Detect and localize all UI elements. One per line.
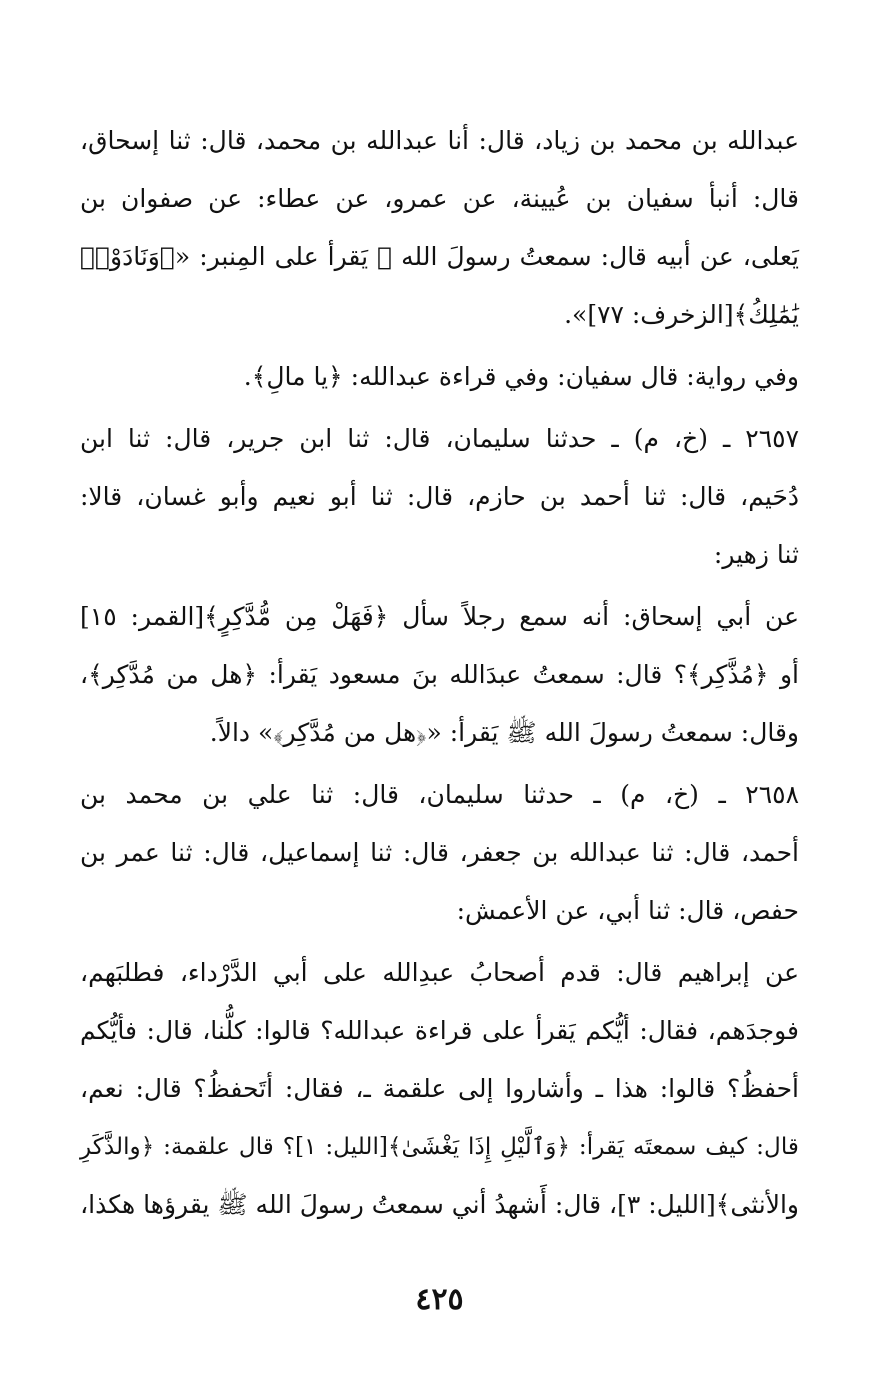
- text-line: والأنثى﴾[الليل: ٣]، قال: أَشهدُ أني سمعتُ رسولَ الله ﷺ يقرؤها هكذا،: [80, 1190, 799, 1219]
- text-line: حفص، قال: ثنا أبي، عن الأعمش:: [456, 896, 799, 925]
- text-line: قال: أنبأ سفيان بن عُيينة، عن عمرو، عن عطاء: عن صفوان بن: [80, 184, 799, 213]
- text-line: فوجدَهم، فقال: أيُّكم يَقرأ على قراءة عبدالله؟ قالوا: كلُّنا، قال: فأيُّكم: [80, 1016, 799, 1045]
- text-line: ٢٦٥٧ ـ (خ، م) ـ حدثنا سليمان، قال: ثنا ابن جرير، قال: ثنا ابن: [80, 424, 799, 453]
- text-line: وفي رواية: قال سفيان: وفي قراءة عبدالله: ﴿يا مالِ﴾.: [243, 362, 799, 391]
- page-body-text: [80, 112, 799, 1234]
- paragraph: [80, 410, 799, 584]
- paragraph: [80, 766, 799, 940]
- paragraph: [80, 112, 799, 344]
- text-line: ٢٦٥٨ ـ (خ، م) ـ حدثنا سليمان، قال: ثنا علي بن محمد بن: [80, 780, 799, 809]
- text-line: عن إبراهيم قال: قدم أصحابُ عبدِالله على أبي الدَّرْداء، فطلبَهم،: [80, 958, 799, 987]
- text-line: ثنا زهير:: [713, 540, 799, 569]
- text-line: قال: كيف سمعتَه يَقرأ: ﴿وَٱلَّيْلِ إِذَا يَغْشَىٰ﴾[الليل: ١]؟ قال علقمة: ﴿والذَّكَرِ: [80, 1133, 799, 1160]
- paragraph: [80, 588, 799, 762]
- paragraph: [80, 348, 799, 406]
- text-line: عن أبي إسحاق: أنه سمع رجلاً سأل ﴿فَهَلْ مِن مُّدَّكِرٍ﴾[القمر: ١٥]: [80, 602, 799, 631]
- paragraph: [80, 944, 799, 1234]
- page-number: ٤٢٥: [415, 1282, 464, 1317]
- text-line: وقال: سمعتُ رسولَ الله ﷺ يَقرأ: «﴿هل من مُدَّكِر﴾» دالاً.: [209, 718, 799, 747]
- text-line: أحمد، قال: ثنا عبدالله بن جعفر، قال: ثنا إسماعيل، قال: ثنا عمر بن: [80, 838, 799, 867]
- text-line: يَعلى، عن أبيه قال: سمعتُ رسولَ الله ﷺ يَقرأ على المِنبر: «﴿وَنَادَوْا۟: [80, 242, 799, 271]
- text-line: يَٰمَٰلِكُ﴾[الزخرف: ٧٧]».: [564, 300, 799, 329]
- text-line: أحفظُ؟ قالوا: هذا ـ وأشاروا إلى علقمة ـ، فقال: أتَحفظُ؟ قال: نعم،: [80, 1074, 799, 1103]
- text-line: أو ﴿مُذَّكِر﴾؟ قال: سمعتُ عبدَالله بنَ مسعود يَقرأ: ﴿هل من مُدَّكِر﴾،: [80, 660, 799, 689]
- text-line: دُحَيم، قال: ثنا أحمد بن حازم، قال: ثنا أبو نعيم وأبو غسان، قالا:: [80, 482, 799, 511]
- text-line: عبدالله بن محمد بن زياد، قال: أنا عبدالله بن محمد، قال: ثنا إسحاق،: [80, 126, 799, 155]
